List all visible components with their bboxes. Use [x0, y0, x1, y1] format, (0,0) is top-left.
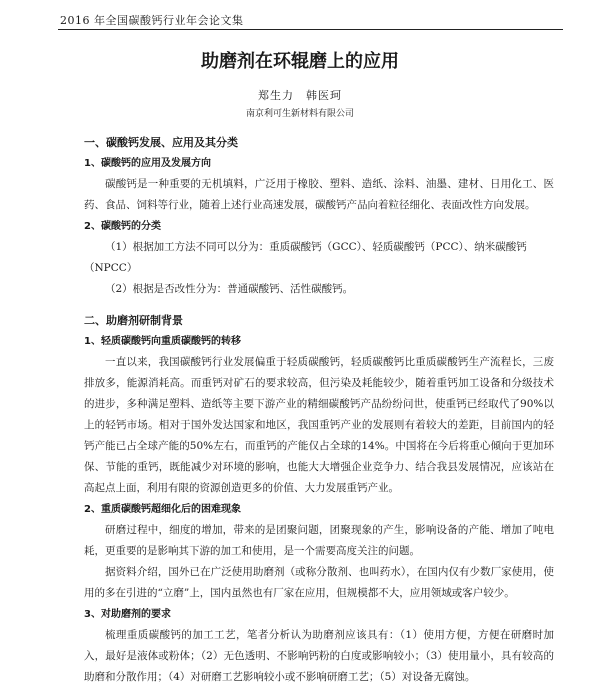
section-heading: 一、碳酸钙发展、应用及其分类: [84, 136, 238, 149]
paragraph: 碳酸钙是一种重要的无机填料，广泛用于橡胶、塑料、造纸、涂料、油墨、建材、日用化工、医药、食品、饲料等行业，随着上述行业高速发展，碳酸钙产品向着粒径细化、表面改性方向发展。: [84, 178, 554, 211]
running-header: 2016 年全国碳酸钙行业年会论文集: [60, 14, 244, 27]
paragraph: 梳理重质碳酸钙的加工工艺，笔者分析认为助磨剂应该具有：（1）使用方便，方便在研磨时加入，最好是液体或粉体；（2）无色透明、不影响钙粉的白度或影响较小；（3）使用量小，具有较高的助磨和分散作用；（4）对研磨工艺影响较小或不影响研磨工艺；（5）对设备无腐蚀。: [84, 629, 554, 683]
subsection-heading: 2、碳酸钙的分类: [84, 221, 161, 232]
paragraph: 一直以来，我国碳酸钙行业发展偏重于轻质碳酸钙，轻质碳酸钙比重质碳酸钙生产流程长，三废排放多，能源消耗高。而重钙对矿石的要求较高，但污染及耗能较少，随着重钙加工设备和分级技术的进步，多种满足塑料、造纸等主要下游产业的精细碳酸钙产品纷纷问世，使重钙已经取代了90%以上的轻钙市场。相对于国外发达国家和地区，我国重钙产业的发展则有着较大的差距，目前国内的轻钙产能已占全球产能的50%左右，而重钙的产能仅占全球的14%。中国将在今后将重心倾向于更加环保、节能的重钙，既能减少对环境的影响，也能大大增强企业竞争力、结合我县发展情况，应该站在高起点上面，利用有限的资源创造更多的价值、大力发展重钙产业。: [84, 356, 554, 494]
header-divider: [58, 29, 563, 30]
subsection-heading: 2、重质碳酸钙超细化后的困难现象: [84, 504, 241, 515]
paper-affiliation: 南京利可生新材料有限公司: [245, 109, 354, 119]
section-heading: 二、助磨剂研制背景: [84, 314, 183, 327]
paper-authors: 郑生力 韩医珂: [258, 89, 342, 102]
paper-title: 助磨剂在环辊磨上的应用: [201, 51, 399, 72]
paragraph: 研磨过程中，细度的增加，带来的是团聚问题，团聚现象的产生，影响设备的产能、增加了吨电耗，更重要的是影响其下游的加工和使用，是一个需要高度关注的问题。: [84, 524, 554, 557]
subsection-heading: 3、对助磨剂的要求: [84, 609, 171, 620]
paragraph: 据资料介绍，国外已在广泛使用助磨剂（或称分散剂、也叫药水），在国内仅有少数厂家使用，使用的多在引进的“立磨”上，国内虽然也有厂家在应用，但规模都不大，应用领域或客户较少。: [84, 566, 554, 599]
paper-body: [84, 132, 554, 688]
list-item: （1）根据加工方法不同可以分为：重质碳酸钙（GCC）、轻质碳酸钙（PCC）、纳米碳酸钙（NPCC）: [84, 241, 527, 274]
subsection-heading: 1、碳酸钙的应用及发展方向: [84, 158, 211, 169]
list-item: （2）根据是否改性分为：普通碳酸钙、活性碳酸钙。: [105, 283, 354, 295]
subsection-heading: 1、轻质碳酸钙向重质碳酸钙的转移: [84, 336, 241, 347]
